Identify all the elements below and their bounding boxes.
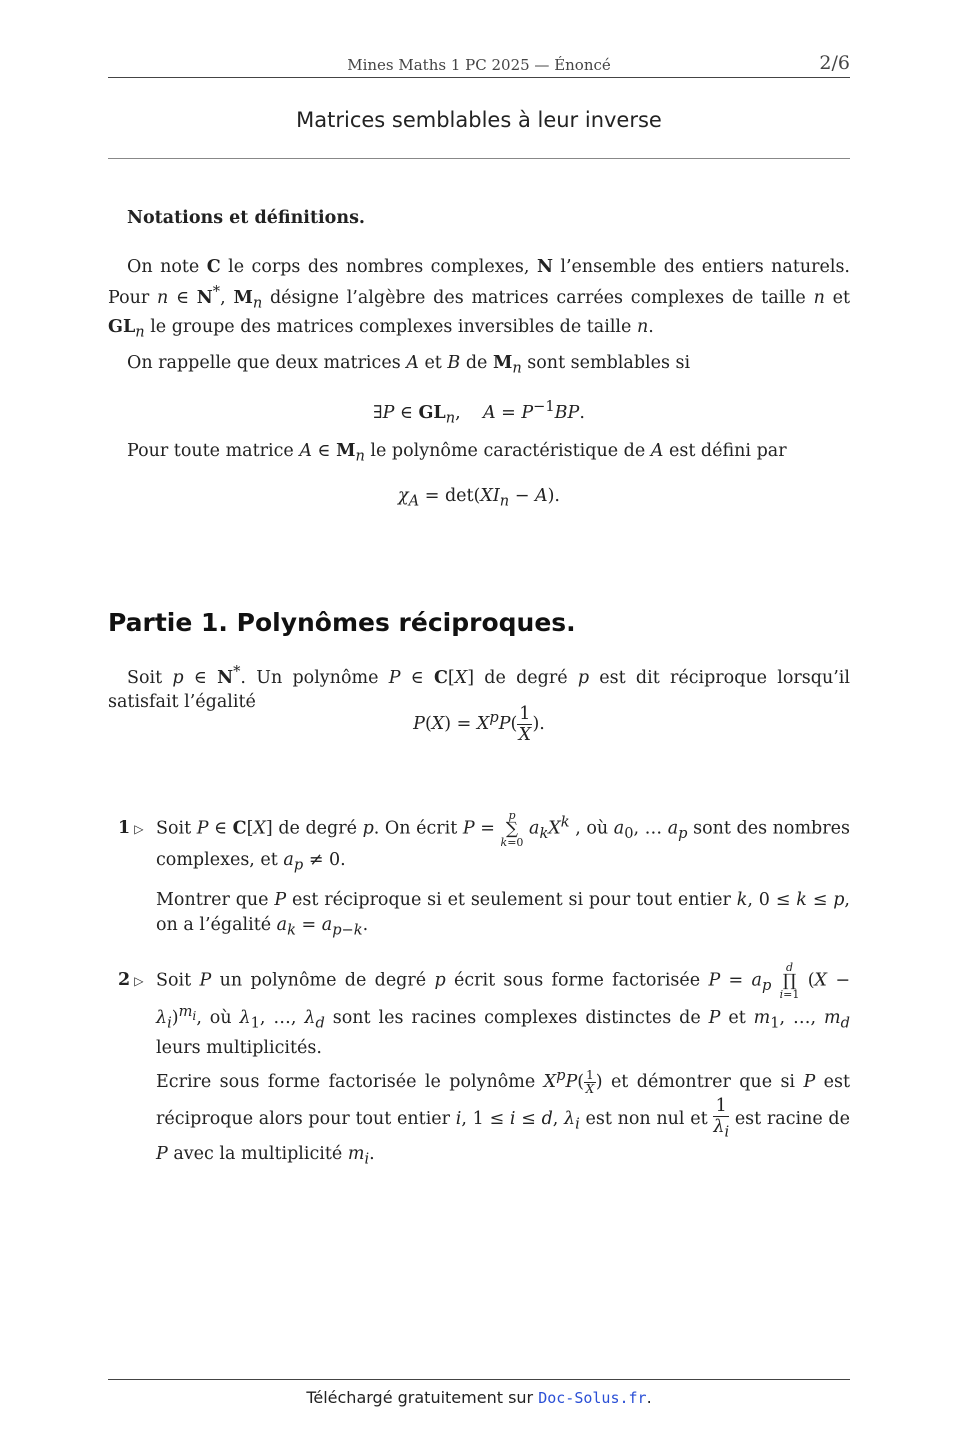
characteristic-polynomial-equation: $\chi_A = \det(XI_n - A)$. bbox=[398, 486, 560, 510]
title-rule bbox=[108, 158, 850, 159]
notations-heading: Notations et définitions. bbox=[127, 208, 366, 228]
notations-paragraph-2: On rappelle que deux matrices A et B de $M_n$ sont semblables si bbox=[127, 353, 691, 377]
page-number: 2/6 bbox=[819, 52, 850, 74]
question-1-number: 1 ▷ bbox=[118, 818, 144, 838]
document-title: Matrices semblables à leur inverse bbox=[296, 108, 662, 132]
reciprocal-equation: $P(X) = X^pP$( $\frac{1}{X}$ ). bbox=[413, 704, 545, 745]
footer bbox=[108, 1388, 850, 1407]
footer-link[interactable]: Doc-Solus.fr bbox=[538, 1389, 647, 1407]
question-2-statement: Soit P un polynôme de degré p écrit sous forme factorisée $P = a_p$ d ∏ i=1 $(X - \lambda_i)^{m_i}$, où $\lambda_1$, …, $\lambda_d$ sont les racines complexes distinctes de P et $m_1$, …, $m_d$ leurs multiplicités. bbox=[156, 961, 850, 1058]
similarity-equation: ∃P ∈ $GL_n$, $A = P^{-1}BP$. bbox=[373, 398, 585, 427]
running-title: Mines Maths 1 PC 2025 — Énoncé bbox=[347, 56, 611, 74]
notations-paragraph-1: On note C le corps des nombres complexes, N l’ensemble des entiers naturels. Pour n ∈ N*, $M_n$ désigne l’algèbre des matrices carrées complexes de taille n et $GL_n$ le groupe des matrices complexes inversibles de taille n. bbox=[108, 257, 850, 341]
question-2-number: 2 ▷ bbox=[118, 970, 144, 990]
question-1-task: Montrer que P est réciproque si et seulement si pour tout entier k, 0 ≤ k ≤ p, on a l’égalité $a_k = a_{p-k}$. bbox=[156, 890, 850, 938]
partie-1-intro: Soit p ∈ N*. Un polynôme P ∈ C[X] de degré p est dit réciproque lorsqu’il satisfait l’égalité bbox=[108, 663, 851, 713]
header-rule bbox=[108, 77, 850, 78]
section-heading-partie-1: Partie 1. Polynômes réciproques. bbox=[108, 608, 576, 637]
question-1-statement: Soit P ∈ C[X] de degré p. On écrit P = p ∑ k=0 $a_kX^k$ , où $a_0$, … $a_p$ sont des nombres complexes, et $a_p \ne 0$. bbox=[156, 809, 850, 874]
question-2-task: Ecrire sous forme factorisée le polynôme $X^pP$( $\frac{1}{X}$ ) et démontrer que si P est réciproque alors pour tout entier i, 1 ≤ i ≤ d, $\lambda_i$ est non nul et $\frac{1}{\lambda_i}$ est racine de P avec la multiplicité $m_i$. bbox=[156, 1067, 850, 1168]
footer-rule bbox=[108, 1379, 850, 1380]
footer-text: Téléchargé gratuitement sur bbox=[306, 1388, 534, 1407]
footer-end: . bbox=[646, 1388, 652, 1407]
notations-paragraph-3: Pour toute matrice A ∈ $M_n$ le polynôme caractéristique de A est défini par bbox=[127, 441, 787, 465]
